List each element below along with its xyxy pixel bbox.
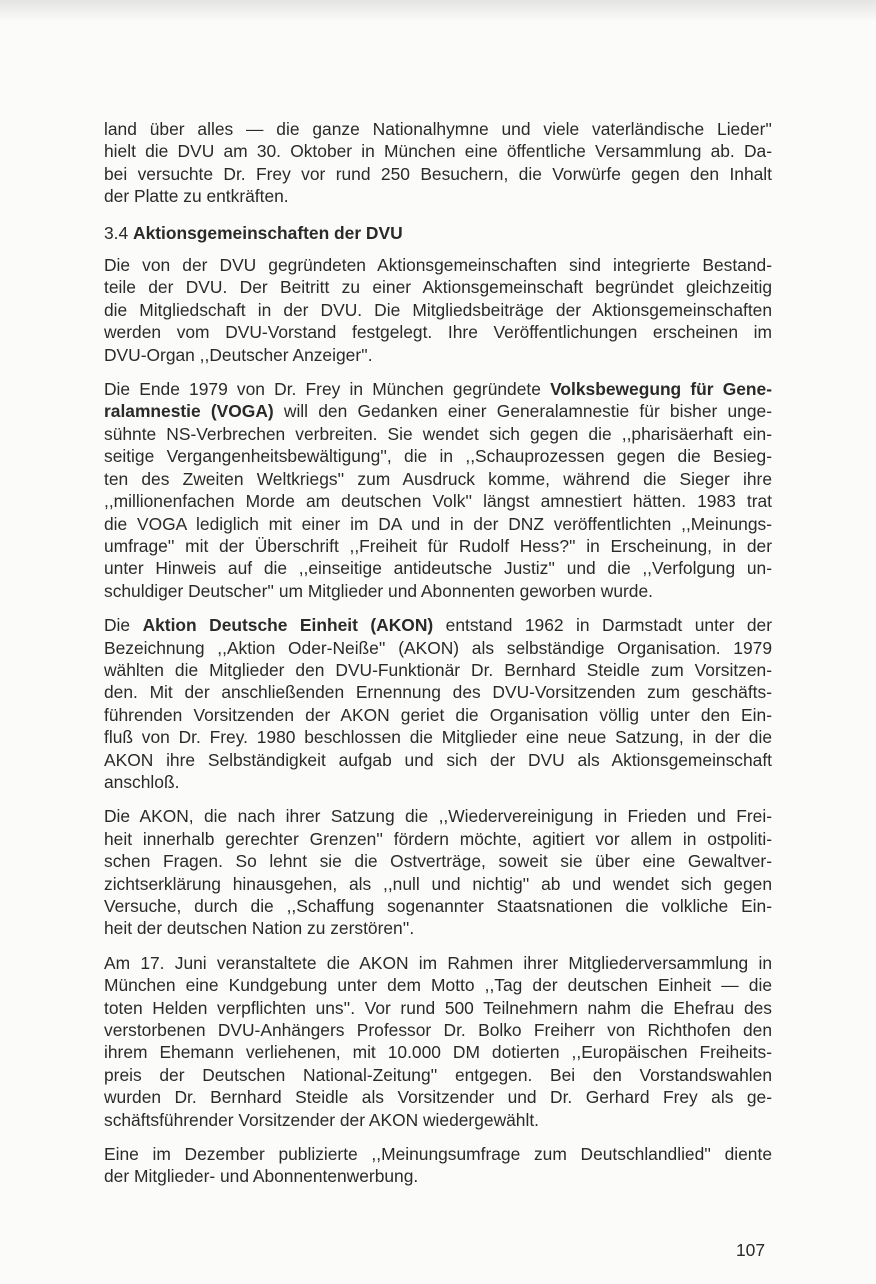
text-line: ten des Zweiten Weltkriegs'' zum Ausdruck komme, während die Sieger ihre	[104, 468, 772, 489]
section-title: Aktionsgemeinschaften der DVU	[133, 222, 403, 243]
text-line: hielt die DVU am 30. Oktober in München eine öffentliche Versammlung ab. Da-	[104, 141, 772, 162]
text-line: fluß von Dr. Frey. 1980 beschlossen die Mitglieder eine neue Satzung, in der die	[104, 727, 772, 748]
paragraph-5	[104, 805, 772, 939]
document-body	[104, 118, 772, 1200]
text-line: unter Hinweis auf die ,,einseitige antideutsche Justiz'' und die ,,Verfolgung un-	[104, 558, 772, 579]
text-line: heit innerhalb gerechter Grenzen'' fördern möchte, agitiert vor allem in ostpoliti-	[104, 828, 772, 849]
org-name-akon: Aktion Deutsche Einheit (AKON)	[142, 615, 434, 636]
text-line: toten Helden verpflichten uns''. Vor rund 500 Teilnehmern nahm die Ehefrau des	[104, 997, 772, 1018]
text-line: schäftsführender Vorsitzender der AKON wiedergewählt.	[104, 1109, 539, 1130]
text-line: preis der Deutschen National-Zeitung'' entgegen. Bei den Vorstandswahlen	[104, 1064, 772, 1085]
section-heading	[104, 222, 772, 244]
text-line: zichtserklärung hinausgehen, als ,,null und nichtig'' ab und wendet sich gegen	[104, 873, 772, 894]
text-line: die VOGA lediglich mit einer im DA und in der DNZ veröffentlichten ,,Meinungs-	[104, 513, 772, 534]
org-name-voga: Volksbewegung für Gene-	[550, 379, 772, 400]
text-line: Versuche, durch die ,,Schaffung sogenannter Staatsnationen die volkliche Ein-	[104, 896, 772, 916]
text-run: will den Gedanken einer Generalamnestie für bisher unge-	[273, 401, 772, 422]
text-line: anschloß.	[104, 771, 180, 792]
text-run: entstand 1962 in Darmstadt unter der	[433, 615, 772, 636]
text-line: Die von der DVU gegründeten Aktionsgemeinschaften sind integrierte Bestand-	[104, 255, 772, 276]
paragraph-3	[104, 378, 772, 602]
text-line: verstorbenen DVU-Anhängers Professor Dr. Bolko Freiherr von Richthofen den	[104, 1020, 772, 1041]
text-line: AKON ihre Selbständigkeit aufgab und sich der DVU als Aktionsgemeinschaft	[104, 749, 772, 770]
text-line: land über alles — die ganze Nationalhymne und viele vaterländische Lieder''	[104, 119, 772, 139]
text-line	[104, 378, 772, 400]
paragraph-6	[104, 952, 772, 1131]
text-line: der Mitglieder- und Abonnentenwerbung.	[104, 1166, 419, 1187]
scan-top-edge	[0, 0, 876, 22]
text-line: umfrage'' mit der Überschrift ,,Freiheit für Rudolf Hess?'' in Erscheinung, in der	[104, 535, 772, 556]
text-line: ihrem Ehemann verliehenen, mit 10.000 DM dotierten ,,Europäischen Freiheits-	[104, 1042, 772, 1063]
text-line: wurden Dr. Bernhard Steidle als Vorsitzender und Dr. Gerhard Frey als ge-	[104, 1087, 772, 1108]
text-line: die Mitgliedschaft in der DVU. Die Mitgliedsbeiträge der Aktionsgemeinschaften	[104, 299, 772, 320]
text-line: teile der DVU. Der Beitritt zu einer Aktionsgemeinschaft begründet gleichzeitig	[104, 277, 772, 298]
text-line: schuldiger Deutscher'' um Mitglieder und Abonnenten geworben wurde.	[104, 580, 653, 601]
text-line: Am 17. Juni veranstaltete die AKON im Rahmen ihrer Mitgliederversammlung in	[104, 952, 772, 973]
text-line: DVU-Organ ,,Deutscher Anzeiger''.	[104, 344, 373, 365]
text-line: der Platte zu entkräften.	[104, 186, 289, 207]
text-line: wählten die Mitglieder den DVU-Funktionär Dr. Bernhard Steidle zum Vorsitzen-	[104, 659, 772, 680]
org-name-voga-cont: ralamnestie (VOGA)	[104, 401, 274, 422]
text-line: Bezeichnung ,,Aktion Oder-Neiße'' (AKON) als selbständige Organisation. 1979	[104, 637, 772, 658]
paragraph-2	[104, 254, 772, 366]
text-line: seitige Vergangenheitsbewältigung'', die in ,,Schauprozessen gegen die Besieg-	[104, 446, 772, 467]
paragraph-4	[104, 614, 772, 793]
paragraph-7	[104, 1143, 772, 1188]
text-line: bei versuchte Dr. Frey vor rund 250 Besuchern, die Vorwürfe gegen den Inhalt	[104, 163, 772, 184]
text-line: Die AKON, die nach ihrer Satzung die ,,Wiedervereinigung in Frieden und Frei-	[104, 806, 772, 827]
text-run: Die	[104, 615, 143, 636]
text-line: München eine Kundgebung unter dem Motto ,,Tag der deutschen Einheit — die	[104, 975, 772, 996]
page-number: 107	[736, 1240, 766, 1260]
text-run: Die Ende 1979 von Dr. Frey in München gegründete	[104, 379, 551, 400]
text-line: sühnte NS-Verbrechen verbreiten. Sie wendet sich gegen die ,,pharisäerhaft ein-	[104, 423, 772, 444]
paragraph-1	[104, 118, 772, 208]
text-line	[104, 400, 772, 422]
text-line: Eine im Dezember publizierte ,,Meinungsumfrage zum Deutschlandlied'' diente	[104, 1144, 772, 1165]
text-line: schen Fragen. So lehnt sie die Ostverträge, soweit sie über eine Gewaltver-	[104, 851, 772, 872]
text-line: werden vom DVU-Vorstand festgelegt. Ihre Veröffentlichungen erscheinen im	[104, 322, 772, 343]
text-line: heit der deutschen Nation zu zerstören''.	[104, 918, 415, 939]
text-line: führenden Vorsitzenden der AKON geriet die Organisation völlig unter den Ein-	[104, 704, 772, 725]
section-number: 3.4	[104, 222, 129, 243]
text-line: den. Mit der anschließenden Ernennung des DVU-Vorsitzenden zum geschäfts-	[104, 682, 772, 703]
text-line	[104, 614, 772, 636]
text-line: ,,millionenfachen Morde am deutschen Volk'' längst amnestiert hätten. 1983 trat	[104, 491, 772, 512]
